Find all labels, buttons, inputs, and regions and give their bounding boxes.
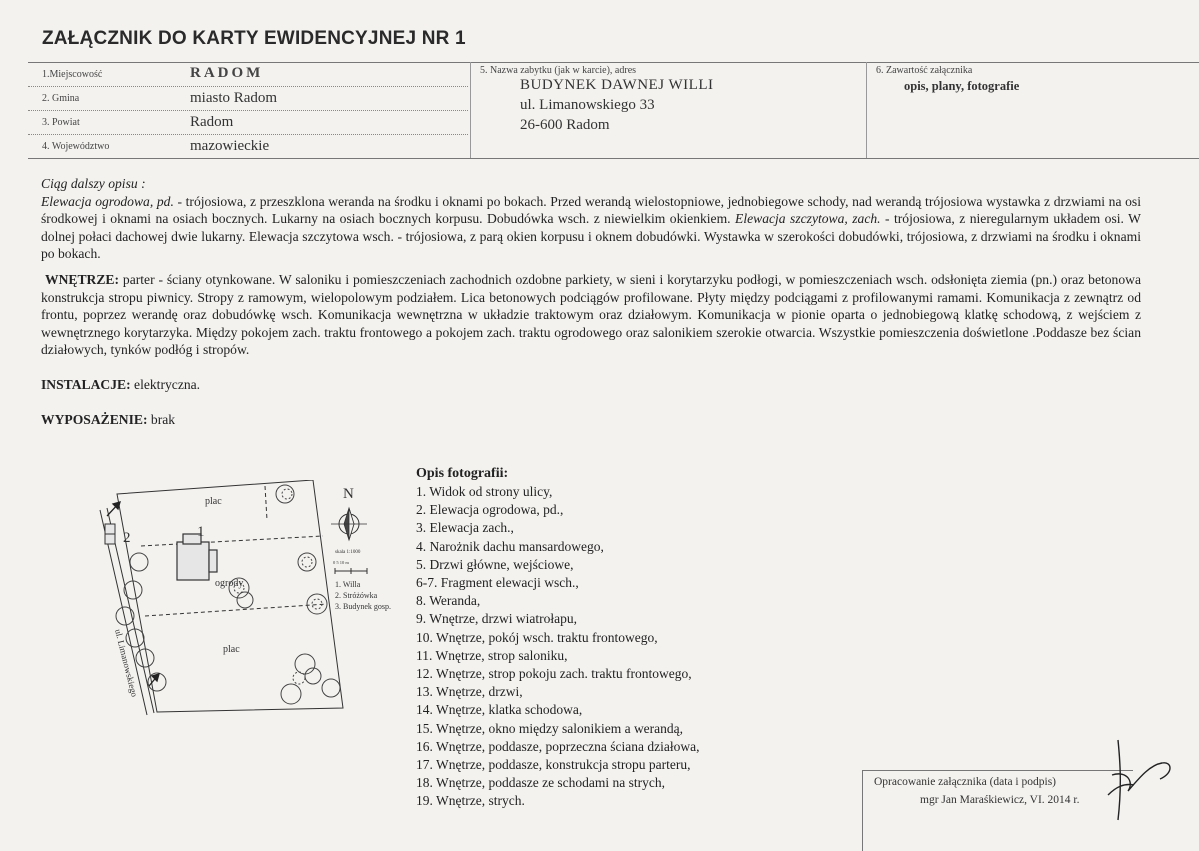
- nazwa-line-1: BUDYNEK DAWNEJ WILLI: [520, 77, 714, 93]
- table-top-border: [28, 62, 1199, 63]
- row-divider: [28, 134, 468, 135]
- installations-label: INSTALACJE:: [41, 377, 131, 392]
- nazwa-line-2: ul. Limanowskiego 33: [520, 97, 655, 113]
- row-divider: [28, 86, 468, 87]
- photo-item: 8. Weranda,: [416, 593, 481, 609]
- table-bottom-border: [28, 158, 1199, 159]
- legend-item: 2. Stróżówka: [335, 591, 378, 600]
- site-plan: [95, 480, 415, 720]
- scale-label: skala 1:1000: [335, 550, 361, 555]
- signature-author: mgr Jan Maraśkiewicz, VI. 2014 r.: [920, 794, 1080, 806]
- interior-paragraph: [41, 271, 1141, 359]
- elevation-garden-text: trójosiowa, z przeszklona weranda na środku i oknami po bokach. Przed werandą wielostopniowe, jednobiegowe schody, nad werandą trójosiowa wystawka z drzwiami na osi środkowej i oknami na osiach bocznych. Lukarny na osiach bocznych korpusu. Dobudówka wsch. z niewielkim okienkiem.: [41, 193, 1141, 226]
- row-divider: [28, 110, 468, 111]
- column-divider: [866, 62, 867, 158]
- photo-item: 19. Wnętrze, strych.: [416, 793, 525, 809]
- photo-item: 14. Wnętrze, klatka schodowa,: [416, 702, 583, 718]
- street-label: ul. Limanowskiego: [113, 628, 140, 698]
- photo-item: 3. Elewacja zach.,: [416, 520, 514, 536]
- photo-item: 17. Wnętrze, poddasze, konstrukcja stropu parteru,: [416, 757, 691, 773]
- legend-item: 3. Budynek gosp.: [335, 602, 391, 611]
- nazwa-value: [520, 77, 714, 134]
- plan-label-gardens: ogrody: [215, 578, 244, 589]
- legend-item: 1. Willa: [335, 580, 361, 589]
- photo-items: [416, 483, 700, 811]
- photo-item: 11. Wnętrze, strop saloniku,: [416, 647, 568, 663]
- elevation-gable-label: Elewacja szczytowa, zach. -: [735, 211, 890, 226]
- document-title: ZAŁĄCZNIK DO KARTY EWIDENCYJNEJ NR 1: [42, 28, 466, 49]
- installations-value: elektryczna.: [130, 377, 201, 392]
- photo-item: 4. Narożnik dachu mansardowego,: [416, 538, 604, 554]
- interior-text: parter - ściany otynkowane. W saloniku i pomieszczeniach zachodnich ozdobne parkiety, w sieni i korytarzyku podłogi, w pomieszczeniach wsch. odsłonięta ziemia (pn.) oraz betonowa konstrukcja stropu piwnicy. Stropy z ramowym, wielopolowym podziałem. Lica betonowych podciągów profilowane. Płyty między podciągami z profilowanymi ramami. Komunikacja z zewnątrz od frontu, poprzez werandę oraz dobudówkę wsch. Komunikacja wewnętrzna w układzie traktowym oraz działowym. Komunikacja w pionie oparta o jednobiegową klatkę schodową, z wejściem z wewnętrznego korytarzyka. Między pokojem zach. traktu frontowego a pokojem zach. traktu ogrodowego oraz salonikiem szerokie otwarcia. Wszystkie pomieszczenia doświetlone .Poddasze bez ścian działowych, tynków podłóg i stropów.: [41, 272, 1141, 357]
- zawartosc-label: 6. Zawartość załącznika: [876, 65, 973, 76]
- photo-item: 12. Wnętrze, strop pokoju zach. traktu frontowego,: [416, 666, 692, 682]
- interior-label: WNĘTRZE:: [45, 272, 120, 287]
- handwritten-signature: [1088, 735, 1188, 825]
- column-divider: [470, 62, 471, 158]
- building-marker-1: 1: [197, 524, 205, 540]
- wojewodztwo-label: 4. Województwo: [42, 141, 110, 152]
- header-table: [28, 62, 1199, 159]
- photo-item: 2. Elewacja ogrodowa, pd.,: [416, 502, 564, 518]
- powiat-label: 3. Powiat: [42, 117, 80, 128]
- gmina-label: 2. Gmina: [42, 93, 80, 104]
- plan-label-top: plac: [205, 496, 222, 507]
- photo-item: 16. Wnętrze, poddasze, poprzeczna ściana działowa,: [416, 738, 700, 754]
- photo-list-title: Opis fotografii:: [416, 466, 509, 481]
- photo-item: 18. Wnętrze, poddasze ze schodami na strych,: [416, 775, 666, 791]
- photo-item: 15. Wnętrze, okno między salonikiem a werandą,: [416, 720, 684, 736]
- photo-item: 13. Wnętrze, drzwi,: [416, 684, 523, 700]
- photo-item: 1. Widok od strony ulicy,: [416, 484, 553, 499]
- north-label: N: [343, 486, 354, 502]
- scale-units: 0 5 10 m: [333, 560, 349, 565]
- equipment-value: brak: [147, 412, 176, 427]
- installations-line: [41, 376, 1141, 394]
- photo-item: 5. Drzwi główne, wejściowe,: [416, 556, 574, 572]
- continued-heading: Ciąg dalszy opisu :: [41, 176, 146, 191]
- photo-item: 9. Wnętrze, drzwi wiatrołapu,: [416, 611, 577, 627]
- building-marker-2: 2: [123, 530, 131, 546]
- equipment-line: [41, 411, 1141, 429]
- plan-label-bottom: plac: [223, 644, 240, 655]
- photo-item: 6-7. Fragment elewacji wsch.,: [416, 575, 579, 591]
- elevation-garden-label: Elewacja ogrodowa, pd. -: [41, 193, 183, 209]
- zawartosc-value: opis, plany, fotografie: [904, 79, 1020, 93]
- scale-bar: [335, 568, 367, 574]
- nazwa-label: 5. Nazwa zabytku (jak w karcie), adres: [480, 65, 637, 76]
- building-lodge: [105, 524, 115, 544]
- building-villa: [177, 534, 217, 580]
- photo-item: 10. Wnętrze, pokój wsch. traktu frontowego,: [416, 629, 658, 645]
- north-arrow-icon: [331, 508, 367, 540]
- miejscowosc-label: 1.Miejscowość: [42, 69, 103, 80]
- gmina-value: miasto Radom: [190, 90, 278, 106]
- powiat-value: Radom: [190, 114, 234, 130]
- equipment-label: WYPOSAŻENIE:: [41, 412, 148, 427]
- signature-label: Opracowanie załącznika (data i podpis): [874, 776, 1056, 788]
- miejscowosc-value: RADOM: [190, 65, 264, 81]
- photo-list: [416, 466, 700, 811]
- elevation-gable-text: trójosiowa, z nieregularnym układem osi. W dolnej połaci dachowej dwie lukarny. Elewacja szczytowa wsch. - trójosiowa, z parą okien korpusu i oknem dobudówki. Wystawka w szerokości dobudówki, trójosiowa, z drzwiami na środku i oknami po bokach.: [41, 211, 1141, 261]
- wojewodztwo-value: mazowieckie: [190, 138, 270, 154]
- nazwa-line-3: 26-600 Radom: [520, 117, 610, 133]
- description-paragraph-1: [41, 175, 1141, 263]
